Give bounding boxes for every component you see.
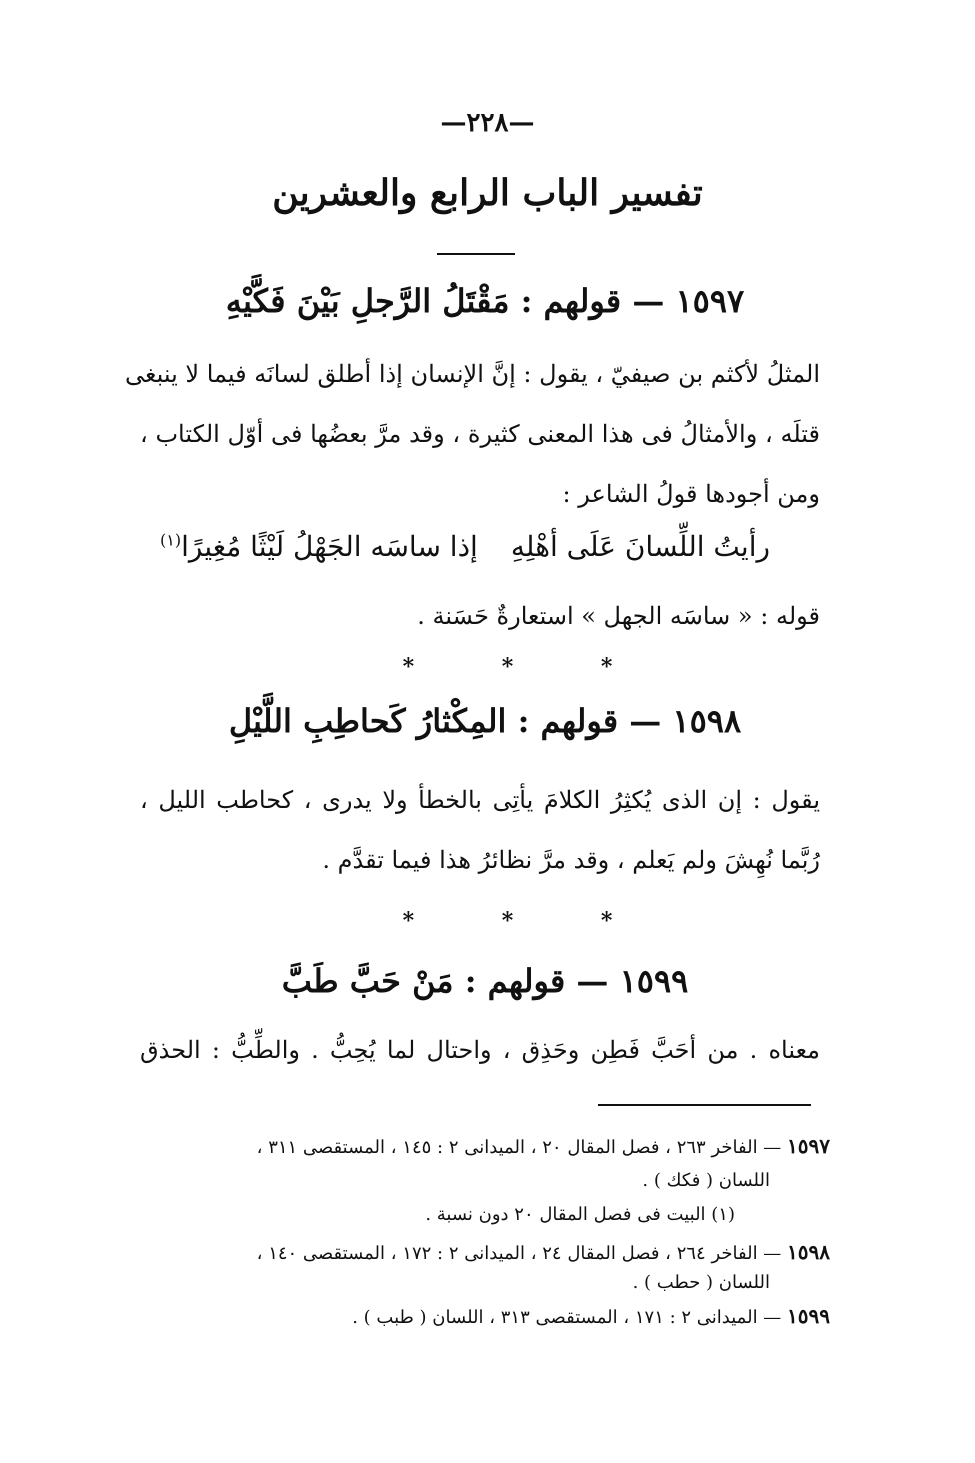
entry-1597-line-2: قتلَه ، والأمثالُ فى هذا المعنى كثيرة ، وقد مرَّ بعضُها فى أوّل الكتاب ، xyxy=(140,420,820,448)
footnote-number: ١٥٩٩ xyxy=(787,1304,830,1328)
section-separator-1: * * * xyxy=(402,654,653,680)
verse-second-hemistich xyxy=(160,530,478,563)
footnote-1599 xyxy=(140,1304,830,1328)
entry-1598-line-2: رُبَّما نُهِشَ ولم يَعلم ، وقد مرَّ نظائرُ هذا فيما تقدَّم . xyxy=(322,846,820,874)
footnote-divider xyxy=(598,1104,811,1106)
footnote-number: ١٥٩٨ xyxy=(787,1240,830,1264)
page-number: —٢٢٨— xyxy=(440,108,535,138)
footnote-number: ١٥٩٧ xyxy=(787,1134,830,1158)
chapter-title: تفسير الباب الرابع والعشرين xyxy=(272,172,703,214)
footnote-text: — الفاخر ٢٦٣ ، فصل المقال ٢٠ ، الميدانى ٢ : ١٤٥ ، المستقصى ٣١١ ، xyxy=(256,1137,782,1158)
verse-second-text: إذا ساسَه الجَهْلُ لَيْثًا مُغِيرًا xyxy=(181,530,478,563)
section-separator-2: * * * xyxy=(402,908,653,934)
entry-1597-line-3: ومن أجودها قولُ الشاعر : xyxy=(562,480,820,508)
entry-heading-1599: ١٥٩٩ — قولهم : مَنْ حَبَّ طَبَّ xyxy=(281,962,689,1000)
footnote-text: — الميدانى ٢ : ١٧١ ، المستقصى ٣١٣ ، اللسان ( طبب ) . xyxy=(352,1307,782,1328)
footnote-1597-cont: اللسان ( فكك ) . xyxy=(642,1170,770,1191)
entry-1598-line-1: يقول : إن الذى يُكثِرُ الكلامَ يأتِى بالخطأ ولا يدرى ، كحاطب الليل ، xyxy=(140,786,820,814)
verse-first-hemistich: رأيتُ اللِّسانَ عَلَى أهْلِهِ xyxy=(510,530,770,563)
footnote-text: — الفاخر ٢٦٤ ، فصل المقال ٢٤ ، الميدانى ٢ : ١٧٢ ، المستقصى ١٤٠ ، xyxy=(256,1243,782,1264)
poetry-verse xyxy=(150,530,770,570)
footnote-1598 xyxy=(140,1240,830,1264)
title-divider xyxy=(437,253,515,255)
entry-heading-1597: ١٥٩٧ — قولهم : مَقْتَلُ الرَّجلِ بَيْنَ فَكَّيْهِ xyxy=(225,282,745,320)
entry-1597-commentary: قوله : « ساسَه الجهل » استعارةٌ حَسَنة . xyxy=(417,602,820,630)
footnote-verse-source: (١) البيت فى فصل المقال ٢٠ دون نسبة . xyxy=(425,1204,735,1225)
entry-heading-1598: ١٥٩٨ — قولهم : المِكْثارُ كَحاطِبِ اللَّيْلِ xyxy=(228,702,742,740)
footnote-reference: (١) xyxy=(160,530,182,550)
footnote-1597 xyxy=(140,1134,830,1158)
entry-1599-line-1: معناه . من أحَبَّ فَطِن وحَذِق ، واحتال لما يُحِبُّ . والطِّبُّ : الحذق xyxy=(140,1036,821,1064)
footnote-1598-cont: اللسان ( حطب ) . xyxy=(632,1272,770,1293)
entry-1597-line-1: المثلُ لأكثم بن صيفيّ ، يقول : إنَّ الإنسان إذا أطلق لسانَه فيما لا ينبغى xyxy=(125,360,820,388)
